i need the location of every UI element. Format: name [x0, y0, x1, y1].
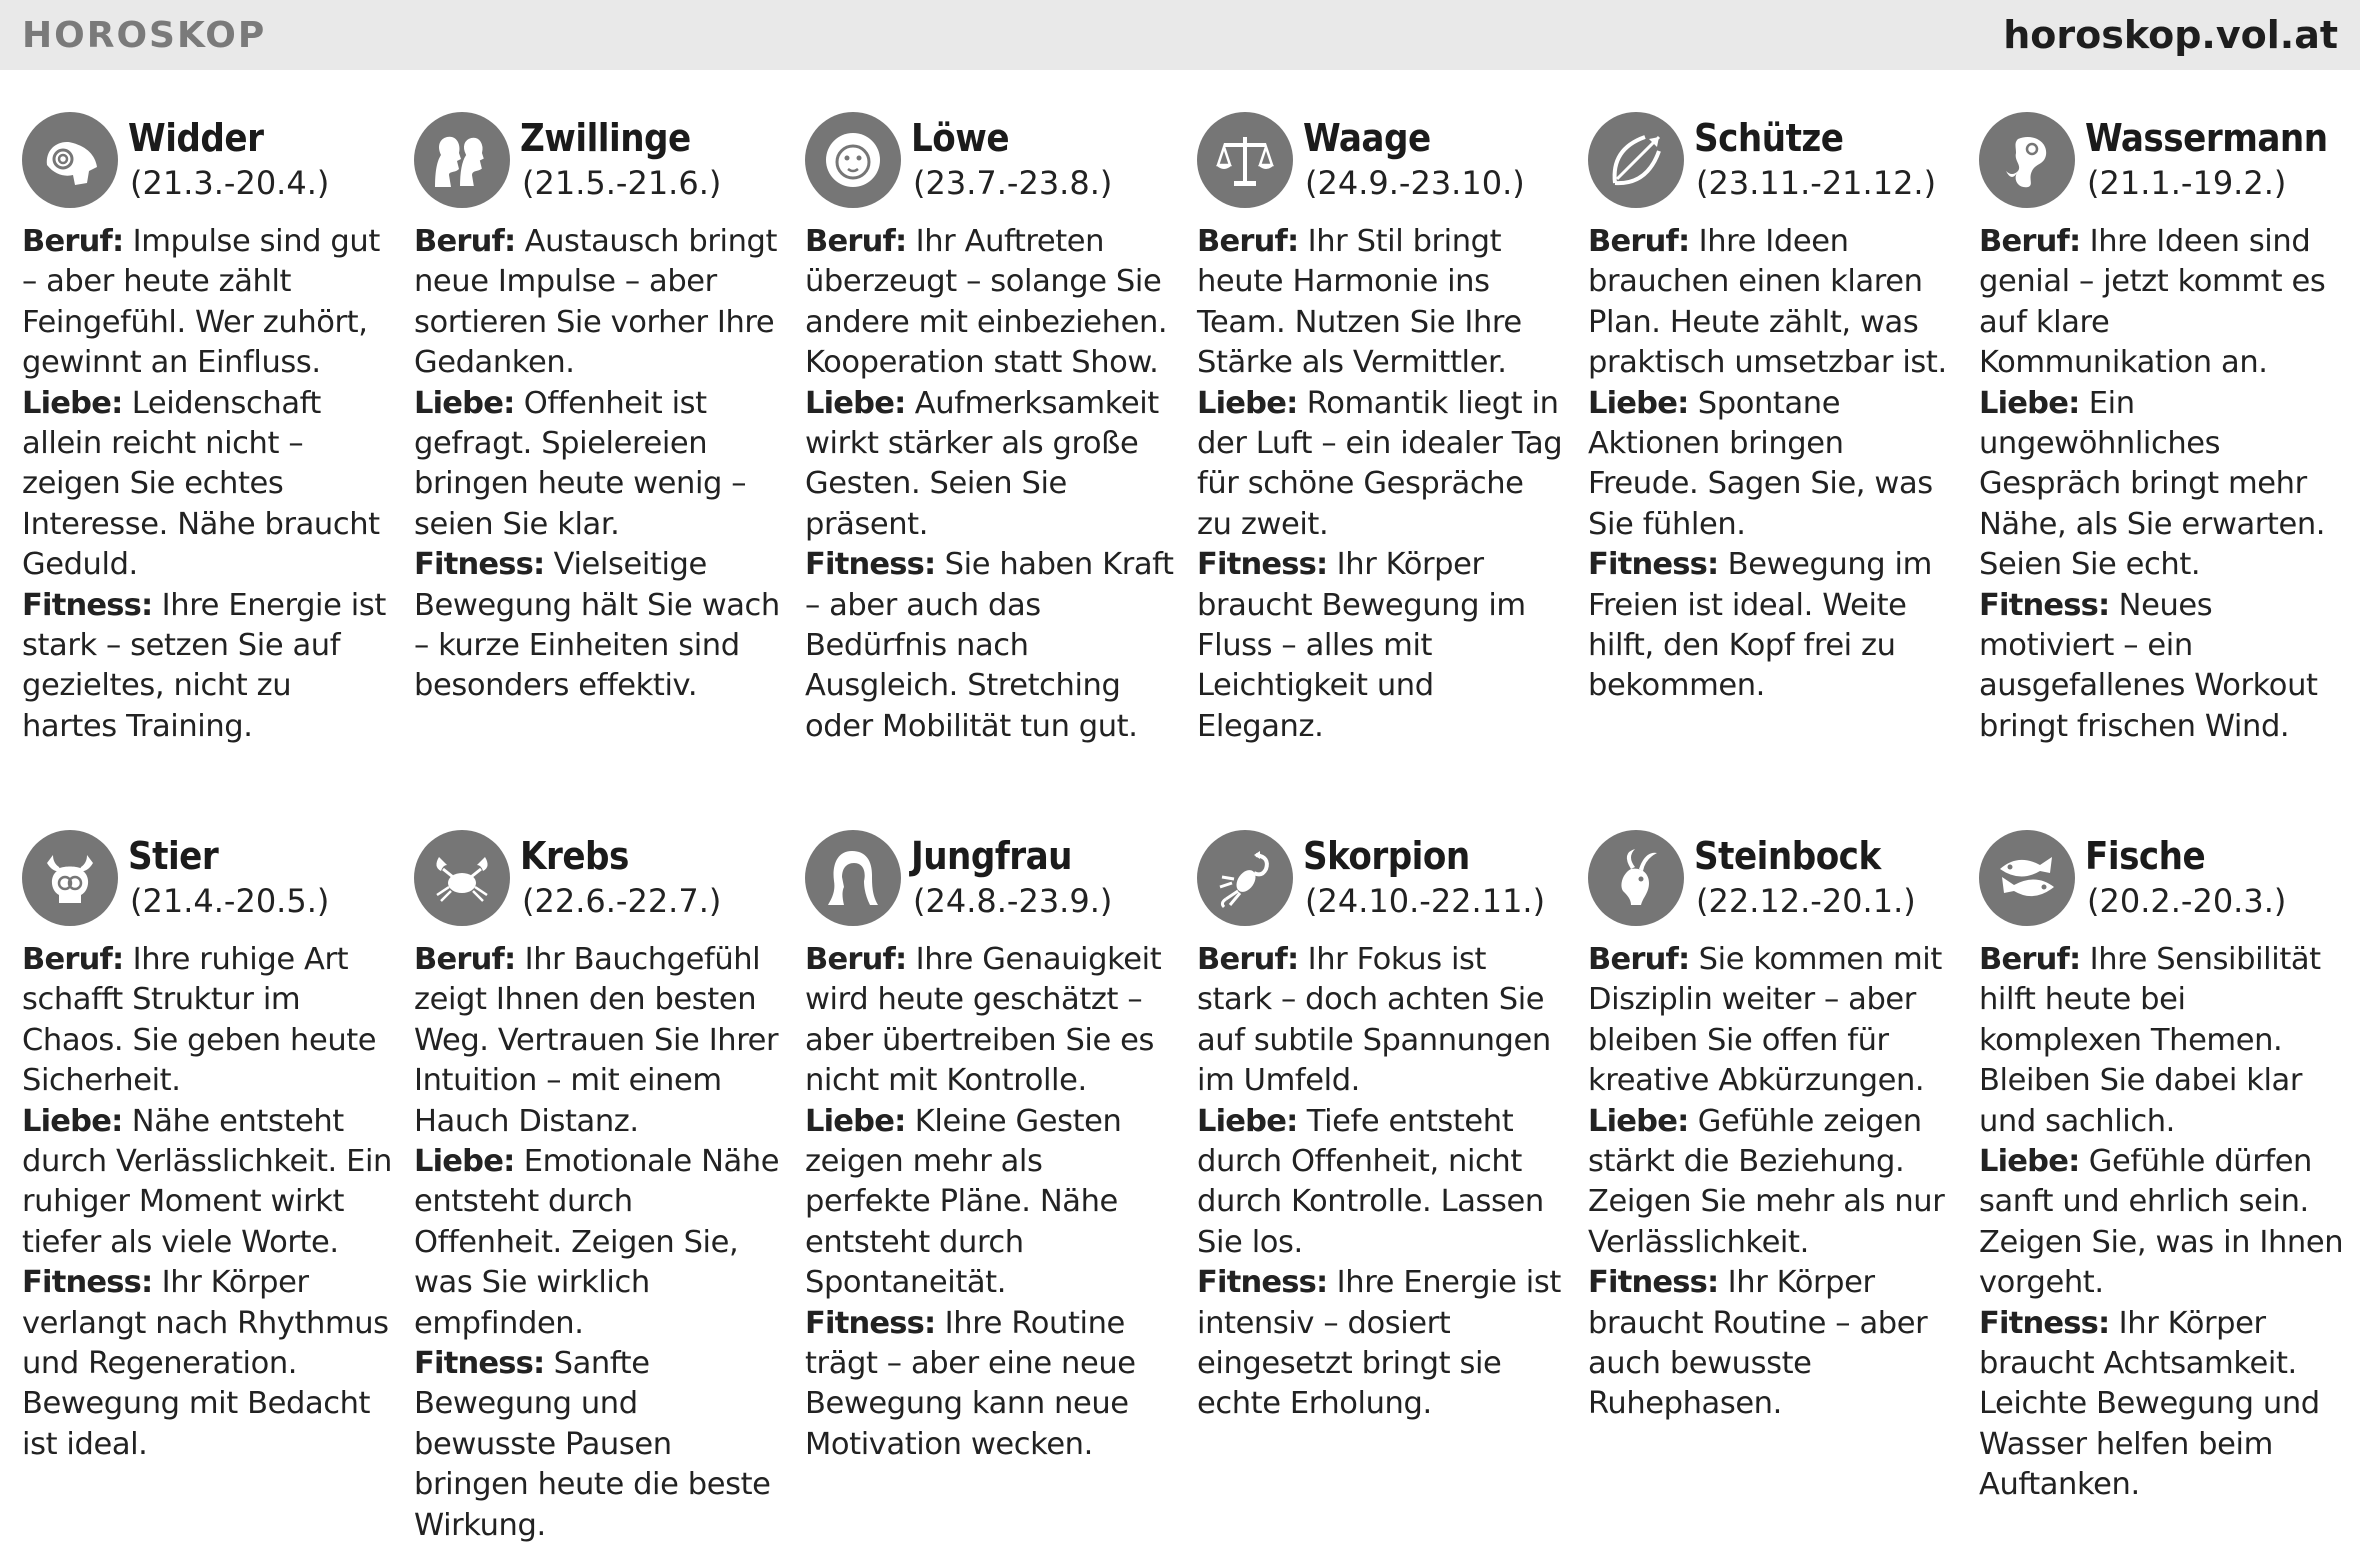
label-fitness: Fitness:	[414, 547, 545, 583]
label-fitness: Fitness:	[805, 547, 936, 583]
goat-icon	[1588, 830, 1684, 926]
text-beruf: Ihre Ideen sind genial – jetzt kommt es auf klare Kommunikation an.	[1979, 224, 2326, 381]
sign-text	[414, 940, 784, 1546]
sign-date: (24.10.-22.11.)	[1305, 882, 1546, 920]
text-liebe: Spontane Aktionen bringen Freude. Sagen Sie, was Sie fühlen.	[1588, 385, 1933, 542]
sign-text	[1979, 940, 2349, 1506]
text-beruf: Ihre Ideen brauchen einen klaren Plan. Heute zählt, was praktisch umsetzbar ist.	[1588, 224, 1947, 381]
sign-text	[1197, 222, 1567, 747]
text-fitness: Ihre Routine trägt – aber eine neue Bewegung kann neue Motivation wecken.	[805, 1305, 1136, 1462]
sign-date: (23.11.-21.12.)	[1696, 164, 1937, 202]
label-fitness: Fitness:	[22, 587, 153, 623]
text-fitness: Ihr Körper braucht Achtsamkeit. Leichte Bewegung und Wasser helfen beim Auftanken.	[1979, 1305, 2320, 1503]
label-beruf: Beruf:	[1588, 942, 1690, 977]
sign-name: Steinbock	[1694, 834, 1881, 878]
text-beruf: Ihr Bauchgefühl zeigt Ihnen den besten Weg. Vertrauen Sie Ihrer Intuition – mit einem Hauch Distanz.	[414, 942, 779, 1139]
crab-icon	[414, 830, 510, 926]
text-fitness: Neues motiviert – ein ausgefallenes Workout bringt frischen Wind.	[1979, 587, 2318, 744]
label-beruf: Beruf:	[22, 224, 124, 259]
sign-date: (21.4.-20.5.)	[130, 882, 330, 920]
text-beruf: Ihr Fokus ist stark – doch achten Sie auf subtile Spannungen im Umfeld.	[1197, 942, 1551, 1099]
label-fitness: Fitness:	[1197, 1265, 1328, 1301]
twins-icon	[414, 112, 510, 208]
label-liebe: Liebe:	[22, 1103, 123, 1139]
sign-text	[414, 222, 784, 707]
text-liebe: Nähe entsteht durch Verlässlichkeit. Ein ruhiger Moment wirkt tiefer als viele Worte.	[22, 1103, 392, 1260]
sign-name: Fische	[2085, 834, 2206, 878]
sign-date: (20.2.-20.3.)	[2087, 882, 2287, 920]
sign-card-krebs	[414, 830, 784, 1546]
label-liebe: Liebe:	[22, 385, 123, 421]
text-liebe: Romantik liegt in der Luft – ein idealer Tag für schöne Gespräche zu zweit.	[1197, 385, 1563, 542]
sign-date: (22.12.-20.1.)	[1696, 882, 1916, 920]
sign-text	[22, 222, 392, 747]
sign-date: (22.6.-22.7.)	[522, 882, 722, 920]
sign-name: Wassermann	[2085, 116, 2328, 160]
text-fitness: Vielseitige Bewegung hält Sie wach – kurze Einheiten sind besonders effektiv.	[414, 547, 780, 704]
sign-card-schuetze	[1588, 112, 1958, 707]
sign-text	[805, 940, 1175, 1465]
sign-text	[805, 222, 1175, 747]
label-fitness: Fitness:	[414, 1346, 545, 1382]
label-beruf: Beruf:	[414, 224, 516, 259]
text-fitness: Sie haben Kraft – aber auch das Bedürfnis nach Ausgleich. Stretching oder Mobilität tun gut.	[805, 547, 1174, 744]
label-beruf: Beruf:	[414, 942, 516, 977]
label-beruf: Beruf:	[22, 942, 124, 977]
label-liebe: Liebe:	[1197, 385, 1298, 421]
label-beruf: Beruf:	[805, 942, 907, 977]
label-liebe: Liebe:	[1979, 1144, 2080, 1180]
label-beruf: Beruf:	[1588, 224, 1690, 259]
sign-date: (21.3.-20.4.)	[130, 164, 330, 202]
sign-card-fische	[1979, 830, 2349, 1506]
sign-card-zwillinge	[414, 112, 784, 707]
scales-icon	[1197, 112, 1293, 208]
text-liebe: Kleine Gesten zeigen mehr als perfekte Pläne. Nähe entsteht durch Spontaneität.	[805, 1103, 1122, 1301]
sign-text	[1197, 940, 1567, 1425]
sign-name: Löwe	[911, 116, 1010, 160]
text-liebe: Aufmerksamkeit wirkt stärker als große Gesten. Seien Sie präsent.	[805, 385, 1159, 542]
text-beruf: Ihre ruhige Art schafft Struktur im Chaos. Sie geben heute Sicherheit.	[22, 942, 377, 1099]
sign-name: Schütze	[1694, 116, 1844, 160]
sign-date: (21.5.-21.6.)	[522, 164, 722, 202]
sign-card-jungfrau	[805, 830, 1175, 1465]
text-beruf: Ihr Auftreten überzeugt – solange Sie andere mit einbeziehen. Kooperation statt Show.	[805, 224, 1168, 381]
maiden-icon	[805, 830, 901, 926]
text-beruf: Impulse sind gut – aber heute zählt Feingefühl. Wer zuhört, gewinnt an Einfluss.	[22, 224, 380, 381]
sign-card-steinbock	[1588, 830, 1958, 1425]
label-liebe: Liebe:	[1588, 385, 1689, 421]
text-fitness: Sanfte Bewegung und bewusste Pausen bringen heute die beste Wirkung.	[414, 1346, 771, 1543]
sign-card-wassermann	[1979, 112, 2349, 747]
text-fitness: Ihr Körper braucht Routine – aber auch bewusste Ruhephasen.	[1588, 1265, 1928, 1422]
page-title: HOROSKOP	[22, 14, 267, 56]
text-fitness: Ihr Körper braucht Bewegung im Fluss – alles mit Leichtigkeit und Eleganz.	[1197, 547, 1526, 744]
label-fitness: Fitness:	[1588, 1265, 1719, 1301]
sign-name: Krebs	[520, 834, 629, 878]
sign-date: (23.7.-23.8.)	[913, 164, 1113, 202]
scorpion-icon	[1197, 830, 1293, 926]
label-liebe: Liebe:	[1979, 385, 2080, 421]
label-fitness: Fitness:	[805, 1305, 936, 1341]
text-liebe: Gefühle dürfen sanft und ehrlich sein. Zeigen Sie, was in Ihnen vorgeht.	[1979, 1144, 2344, 1301]
site-url[interactable]: horoskop.vol.at	[2003, 13, 2338, 57]
sign-text	[1588, 222, 1958, 707]
label-fitness: Fitness:	[1979, 1305, 2110, 1341]
sign-date: (24.8.-23.9.)	[913, 882, 1113, 920]
text-beruf: Ihr Stil bringt heute Harmonie ins Team. Nutzen Sie Ihre Stärke als Vermittler.	[1197, 224, 1522, 381]
label-fitness: Fitness:	[22, 1265, 153, 1301]
label-beruf: Beruf:	[1197, 942, 1299, 977]
text-liebe: Ein ungewöhnliches Gespräch bringt mehr Nähe, als Sie erwarten. Seien Sie echt.	[1979, 385, 2326, 583]
text-beruf: Sie kommen mit Disziplin weiter – aber bleiben Sie offen für kreative Abkürzungen.	[1588, 942, 1942, 1099]
ram-icon	[22, 112, 118, 208]
text-liebe: Emotionale Nähe entsteht durch Offenheit. Zeigen Sie, was Sie wirklich empfinden.	[414, 1144, 780, 1341]
label-beruf: Beruf:	[1979, 942, 2081, 977]
label-liebe: Liebe:	[1197, 1103, 1298, 1139]
label-fitness: Fitness:	[1588, 547, 1719, 583]
label-fitness: Fitness:	[1197, 547, 1328, 583]
sign-name: Zwillinge	[520, 116, 691, 160]
text-beruf: Ihre Genauigkeit wird heute geschätzt – aber übertreiben Sie es nicht mit Kontrolle.	[805, 942, 1162, 1099]
sign-text	[1979, 222, 2349, 747]
label-liebe: Liebe:	[414, 1144, 515, 1180]
sign-card-widder	[22, 112, 392, 747]
sign-card-loewe	[805, 112, 1175, 747]
text-fitness: Ihre Energie ist intensiv – dosiert eingesetzt bringt sie echte Erholung.	[1197, 1265, 1561, 1422]
label-liebe: Liebe:	[805, 385, 906, 421]
archer-icon	[1588, 112, 1684, 208]
text-liebe: Gefühle zeigen stärkt die Beziehung. Zeigen Sie mehr als nur Verlässlichkeit.	[1588, 1103, 1945, 1260]
label-liebe: Liebe:	[414, 385, 515, 421]
text-fitness: Bewegung im Freien ist ideal. Weite hilft, den Kopf frei zu bekommen.	[1588, 547, 1932, 704]
label-liebe: Liebe:	[1588, 1103, 1689, 1139]
sign-card-skorpion	[1197, 830, 1567, 1425]
sign-card-stier	[22, 830, 392, 1465]
text-liebe: Tiefe entsteht durch Offenheit, nicht durch Kontrolle. Lassen Sie los.	[1197, 1103, 1544, 1260]
sign-text	[22, 940, 392, 1465]
bull-icon	[22, 830, 118, 926]
sign-text	[1588, 940, 1958, 1425]
label-liebe: Liebe:	[805, 1103, 906, 1139]
text-liebe: Leidenschaft allein reicht nicht – zeigen Sie echtes Interesse. Nähe braucht Geduld.	[22, 385, 380, 583]
sign-date: (21.1.-19.2.)	[2087, 164, 2287, 202]
label-beruf: Beruf:	[805, 224, 907, 259]
label-beruf: Beruf:	[1197, 224, 1299, 259]
text-beruf: Austausch bringt neue Impulse – aber sortieren Sie vorher Ihre Gedanken.	[414, 224, 778, 381]
text-fitness: Ihr Körper verlangt nach Rhythmus und Regeneration. Bewegung mit Bedacht ist ideal.	[22, 1265, 389, 1462]
text-beruf: Ihre Sensibilität hilft heute bei komplexen Themen. Bleiben Sie dabei klar und sachlich.	[1979, 942, 2321, 1139]
water-bearer-icon	[1979, 112, 2075, 208]
sign-name: Waage	[1303, 116, 1431, 160]
label-beruf: Beruf:	[1979, 224, 2081, 259]
sign-name: Jungfrau	[911, 834, 1073, 878]
sign-name: Skorpion	[1303, 834, 1470, 878]
fish-icon	[1979, 830, 2075, 926]
sign-card-waage	[1197, 112, 1567, 747]
sign-name: Stier	[128, 834, 219, 878]
text-fitness: Ihre Energie ist stark – setzen Sie auf gezieltes, nicht zu hartes Training.	[22, 587, 386, 744]
label-fitness: Fitness:	[1979, 587, 2110, 623]
sign-name: Widder	[128, 116, 264, 160]
lion-icon	[805, 112, 901, 208]
text-liebe: Offenheit ist gefragt. Spielereien bringen heute wenig – seien Sie klar.	[414, 385, 747, 542]
sign-date: (24.9.-23.10.)	[1305, 164, 1525, 202]
